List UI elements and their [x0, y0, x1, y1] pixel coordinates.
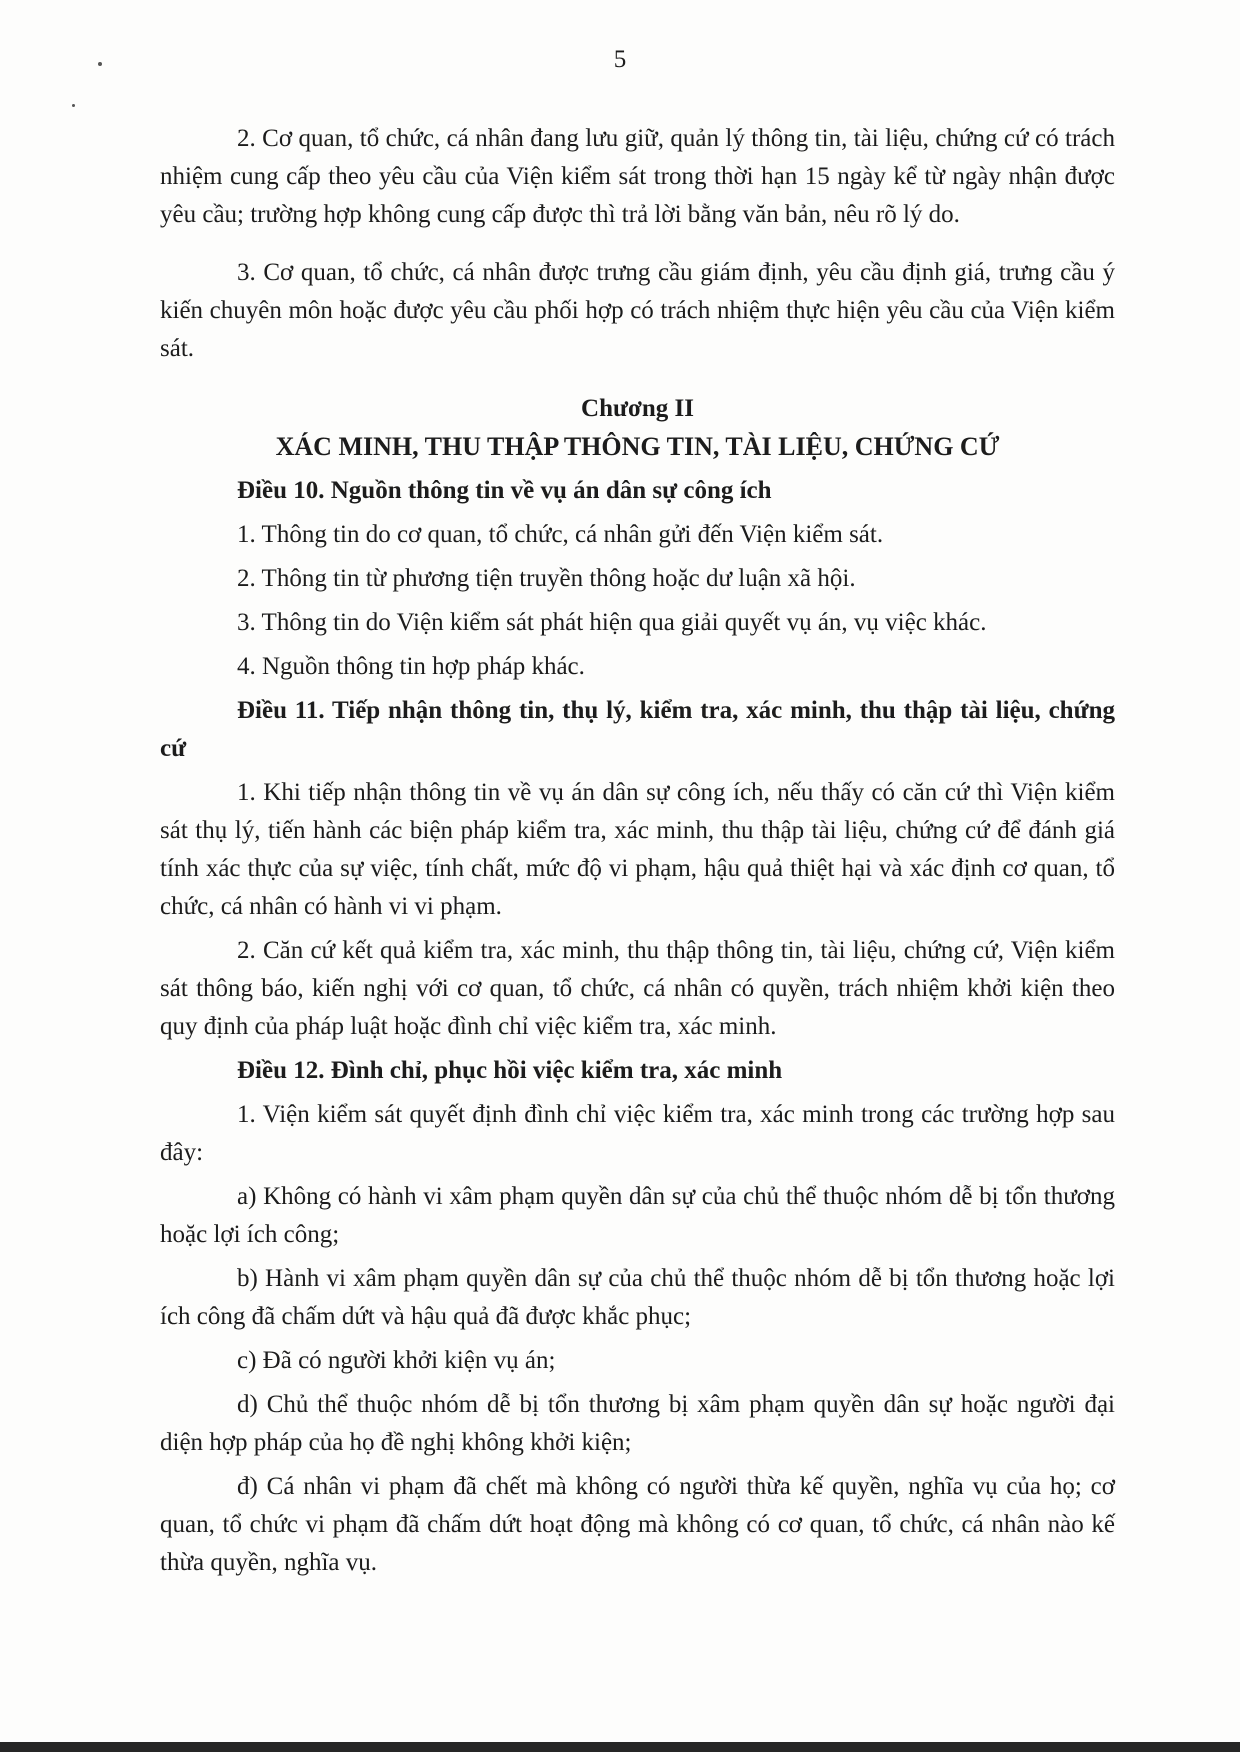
document-body	[160, 120, 1115, 1582]
article-10-item: 3. Thông tin do Viện kiểm sát phát hiện qua giải quyết vụ án, vụ việc khác.	[237, 609, 987, 636]
article-12-point: a) Không có hành vi xâm phạm quyền dân sự của chủ thể thuộc nhóm dễ bị tổn thương hoặc lợi ích công;	[160, 1183, 1115, 1248]
article-12-point: b) Hành vi xâm phạm quyền dân sự của chủ thể thuộc nhóm dễ bị tổn thương hoặc lợi ích công đã chấm dứt và hậu quả đã được khắc phục;	[160, 1265, 1115, 1330]
chapter-title: XÁC MINH, THU THẬP THÔNG TIN, TÀI LIỆU, CHỨNG CỨ	[275, 432, 1000, 461]
paragraph-article-9-clause-3: 3. Cơ quan, tổ chức, cá nhân được trưng cầu giám định, yêu cầu định giá, trưng cầu ý kiến chuyên môn hoặc được yêu cầu phối hợp có trách nhiệm thực hiện yêu cầu của Viện kiểm sát.	[160, 259, 1115, 362]
article-10-title: Điều 10. Nguồn thông tin về vụ án dân sự công ích	[237, 477, 772, 504]
scan-bottom-edge	[0, 1742, 1240, 1752]
article-12-point: d) Chủ thể thuộc nhóm dễ bị tổn thương bị xâm phạm quyền dân sự hoặc người đại diện hợp pháp của họ đề nghị không khởi kiện;	[160, 1391, 1115, 1456]
article-11-item: 1. Khi tiếp nhận thông tin về vụ án dân sự công ích, nếu thấy có căn cứ thì Viện kiểm sát thụ lý, tiến hành các biện pháp kiểm tra, xác minh, thu thập tài liệu, chứng cứ để đánh giá tính xác thực của sự việc, tính chất, mức độ vi phạm, hậu quả thiệt hại và xác định cơ quan, tổ chức, cá nhân có hành vi vi phạm.	[160, 779, 1115, 920]
chapter-number: Chương II	[581, 395, 694, 422]
paragraph-article-9-clause-2: 2. Cơ quan, tổ chức, cá nhân đang lưu giữ, quản lý thông tin, tài liệu, chứng cứ có trách nhiệm cung cấp theo yêu cầu của Viện kiểm sát trong thời hạn 15 ngày kể từ ngày nhận được yêu cầu; trường hợp không cung cấp được thì trả lời bằng văn bản, nêu rõ lý do.	[160, 125, 1115, 228]
article-10-item: 4. Nguồn thông tin hợp pháp khác.	[237, 653, 585, 680]
article-10-item: 2. Thông tin từ phương tiện truyền thông hoặc dư luận xã hội.	[237, 565, 856, 592]
article-10-item: 1. Thông tin do cơ quan, tổ chức, cá nhân gửi đến Viện kiểm sát.	[237, 521, 884, 548]
scan-speck	[72, 104, 75, 107]
article-11-title: Điều 11. Tiếp nhận thông tin, thụ lý, kiểm tra, xác minh, thu thập tài liệu, chứng cứ	[160, 697, 1115, 762]
article-12-point: đ) Cá nhân vi phạm đã chết mà không có người thừa kế quyền, nghĩa vụ của họ; cơ quan, tổ chức vi phạm đã chấm dứt hoạt động mà không có cơ quan, tổ chức, cá nhân nào kế thừa quyền, nghĩa vụ.	[160, 1473, 1115, 1576]
article-11-item: 2. Căn cứ kết quả kiểm tra, xác minh, thu thập thông tin, tài liệu, chứng cứ, Viện kiểm sát thông báo, kiến nghị với cơ quan, tổ chức, cá nhân có quyền, trách nhiệm khởi kiện theo quy định của pháp luật hoặc đình chỉ việc kiểm tra, xác minh.	[160, 937, 1115, 1040]
article-12-title: Điều 12. Đình chỉ, phục hồi việc kiểm tra, xác minh	[237, 1057, 783, 1084]
page-number: 5	[613, 46, 627, 73]
article-12-point: c) Đã có người khởi kiện vụ án;	[237, 1347, 556, 1374]
article-12-intro: 1. Viện kiểm sát quyết định đình chỉ việc kiểm tra, xác minh trong các trường hợp sau đây:	[160, 1101, 1115, 1166]
